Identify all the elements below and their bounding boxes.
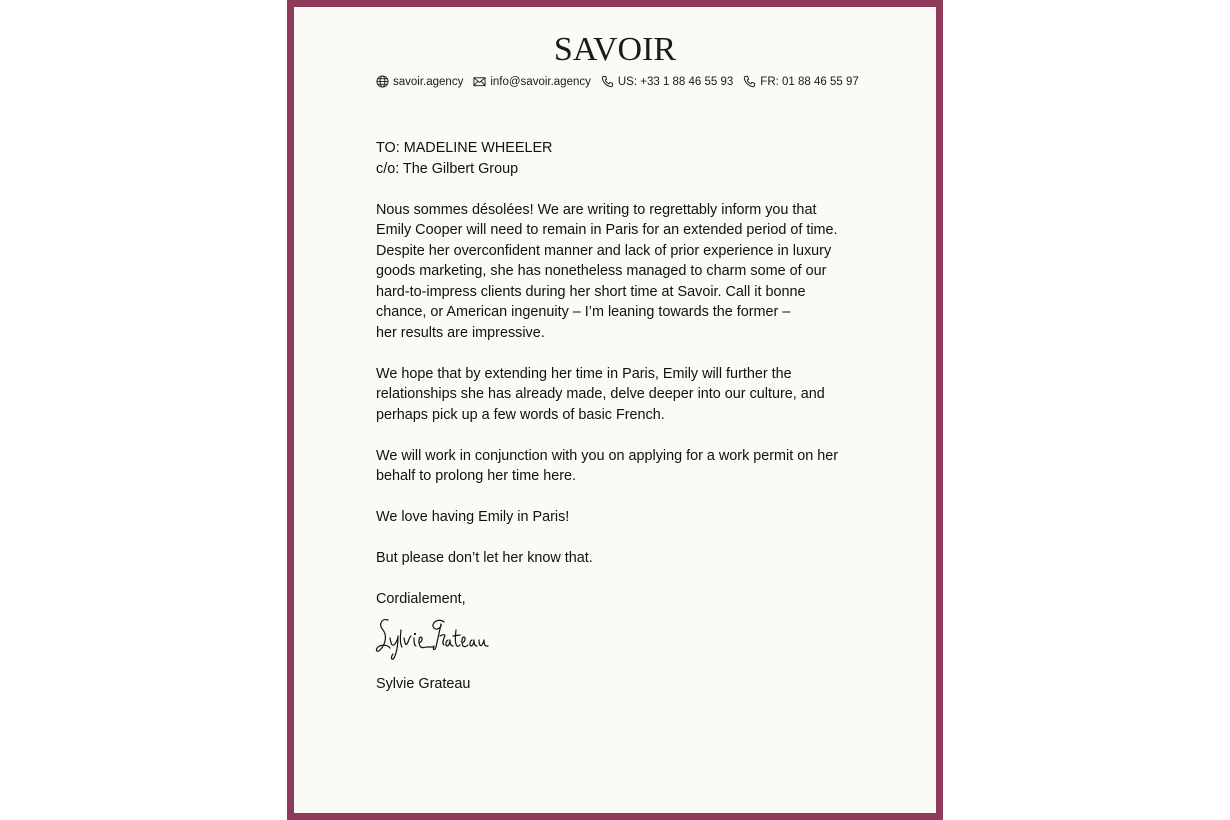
phone-icon — [601, 75, 614, 88]
paragraph-3 — [376, 446, 866, 487]
text-line: perhaps pick up a few words of basic French. — [376, 406, 665, 423]
text-line: Emily Cooper will need to remain in Paris for an extended period of time. — [376, 222, 838, 238]
website-text: savoir.agency — [393, 75, 464, 88]
text-line: hard-to-impress clients during her short time at Savoir. Call it bonne — [376, 283, 806, 300]
paragraph-5: But please don’t let her know that. — [376, 550, 593, 566]
paragraph-4: We love having Emily in Paris! — [376, 509, 570, 525]
globe-icon — [376, 75, 389, 88]
email-contact — [473, 75, 591, 88]
recipient-name: TO: MADELINE WHEELER — [376, 140, 553, 156]
handwritten-signature — [374, 614, 499, 664]
text-line: We hope that by extending her time in Paris, Emily will further the — [376, 365, 792, 382]
text-line: relationships she has already made, delve deeper into our culture, and — [376, 386, 825, 402]
paragraph-1 — [376, 200, 866, 344]
fr-phone-text: FR: 01 88 46 55 97 — [760, 75, 859, 88]
mail-icon — [473, 75, 486, 88]
website-contact — [376, 75, 463, 88]
paragraph-2 — [376, 364, 866, 426]
text-line: goods marketing, she has nonetheless managed to charm some of our — [376, 263, 827, 279]
email-text: info@savoir.agency — [490, 75, 591, 88]
text-line: behalf to prolong her time here. — [376, 468, 576, 484]
contact-bar — [376, 75, 869, 88]
signer-name: Sylvie Grateau — [376, 675, 471, 692]
text-line: Nous sommes désolées! We are writing to regrettably inform you that — [376, 201, 817, 218]
recipient-block — [376, 138, 866, 179]
text-line: We will work in conjunction with you on applying for a work permit on her — [376, 447, 839, 464]
letter-page — [287, 0, 943, 820]
us-phone-contact — [601, 75, 733, 88]
text-line: Despite her overconfident manner and lack of prior experience in luxury — [376, 242, 832, 259]
closing: Cordialement, — [376, 591, 466, 607]
letter-body — [376, 138, 866, 715]
text-line: chance, or American ingenuity – I’m leaning towards the former – — [376, 304, 791, 320]
us-phone-text: US: +33 1 88 46 55 93 — [617, 75, 734, 88]
savoir-logo: SAVOIR — [553, 31, 677, 68]
fr-phone-contact — [743, 75, 858, 88]
phone-icon — [743, 75, 756, 88]
recipient-company: c/o: The Gilbert Group — [376, 160, 519, 177]
text-line: her results are impressive. — [376, 324, 545, 341]
